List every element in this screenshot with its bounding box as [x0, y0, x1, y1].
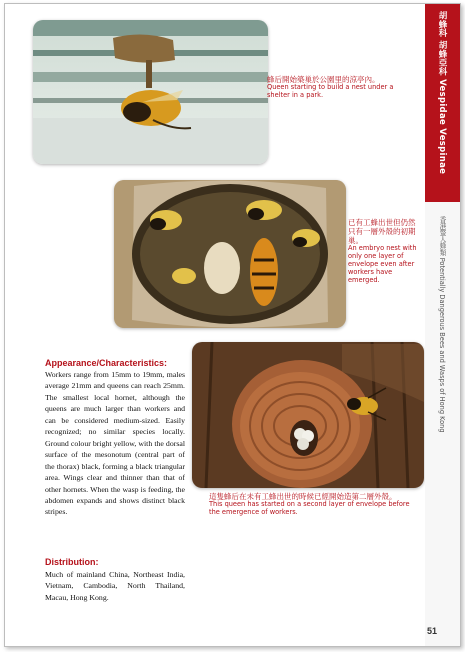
- page-number: 51: [427, 626, 438, 636]
- photo-second-envelope: [192, 342, 424, 488]
- appearance-text: Workers range from 15mm to 19mm, males average 21mm and queens can reach 25mm. The smallest local hornet, although the queens are much larger than workers and can be considered medium-sized. Easily recognized; no similar species locally. Ground colour bright yellow, with the dorsal surface of the mesonotum (central part of the thorax) black, forming a black triangular area. Wings clear and thinner than that of other hornets. When the wasp is feeding, the abdomen expands and shows distinct black stripes.: [45, 370, 185, 517]
- caption-photo1-en: Queen starting to build a nest under a shelter in a park.: [267, 83, 394, 99]
- caption-photo2: [348, 218, 420, 285]
- sidebar: [425, 4, 460, 646]
- sidebar-family-title: 胡蜂科 胡蜂亞科 Vespidae Vespinae: [437, 11, 447, 175]
- caption-photo2-en: An embryo nest with only one layer of envelope even after workers have emerged.: [348, 244, 417, 284]
- caption-photo3: [209, 492, 414, 517]
- caption-photo1: [267, 75, 417, 100]
- photo-embryo-nest: [114, 180, 346, 328]
- caption-photo3-zh: 這隻蜂后在未有工蜂出世的時候已經開始造第二層外殼。: [209, 492, 397, 501]
- photo-queen-building-nest: [33, 20, 268, 164]
- caption-photo1-zh: 蜂后開始築巢於公園里的涼亭內。: [267, 75, 380, 84]
- distribution-heading: Distribution:: [45, 557, 99, 567]
- distribution-text: Much of mainland China, Northeast India, Vietnam, Cambodia, North Thailand, Macau, Hong Kong.: [45, 570, 185, 602]
- sidebar-book-title: 香港螫人蜂類 Potentially Dangerous Bees and Wasps of Hong Kong: [438, 216, 446, 433]
- sidebar-red-band: [425, 4, 460, 202]
- book-page: [4, 3, 461, 647]
- caption-photo2-zh: 已有工蜂出世但仍然只有一層外殼的初期巢。: [348, 218, 416, 245]
- caption-photo3-en: This queen has started on a second layer of envelope before the emergence of workers.: [209, 500, 410, 516]
- appearance-heading: Appearance/Characteristics:: [45, 358, 168, 368]
